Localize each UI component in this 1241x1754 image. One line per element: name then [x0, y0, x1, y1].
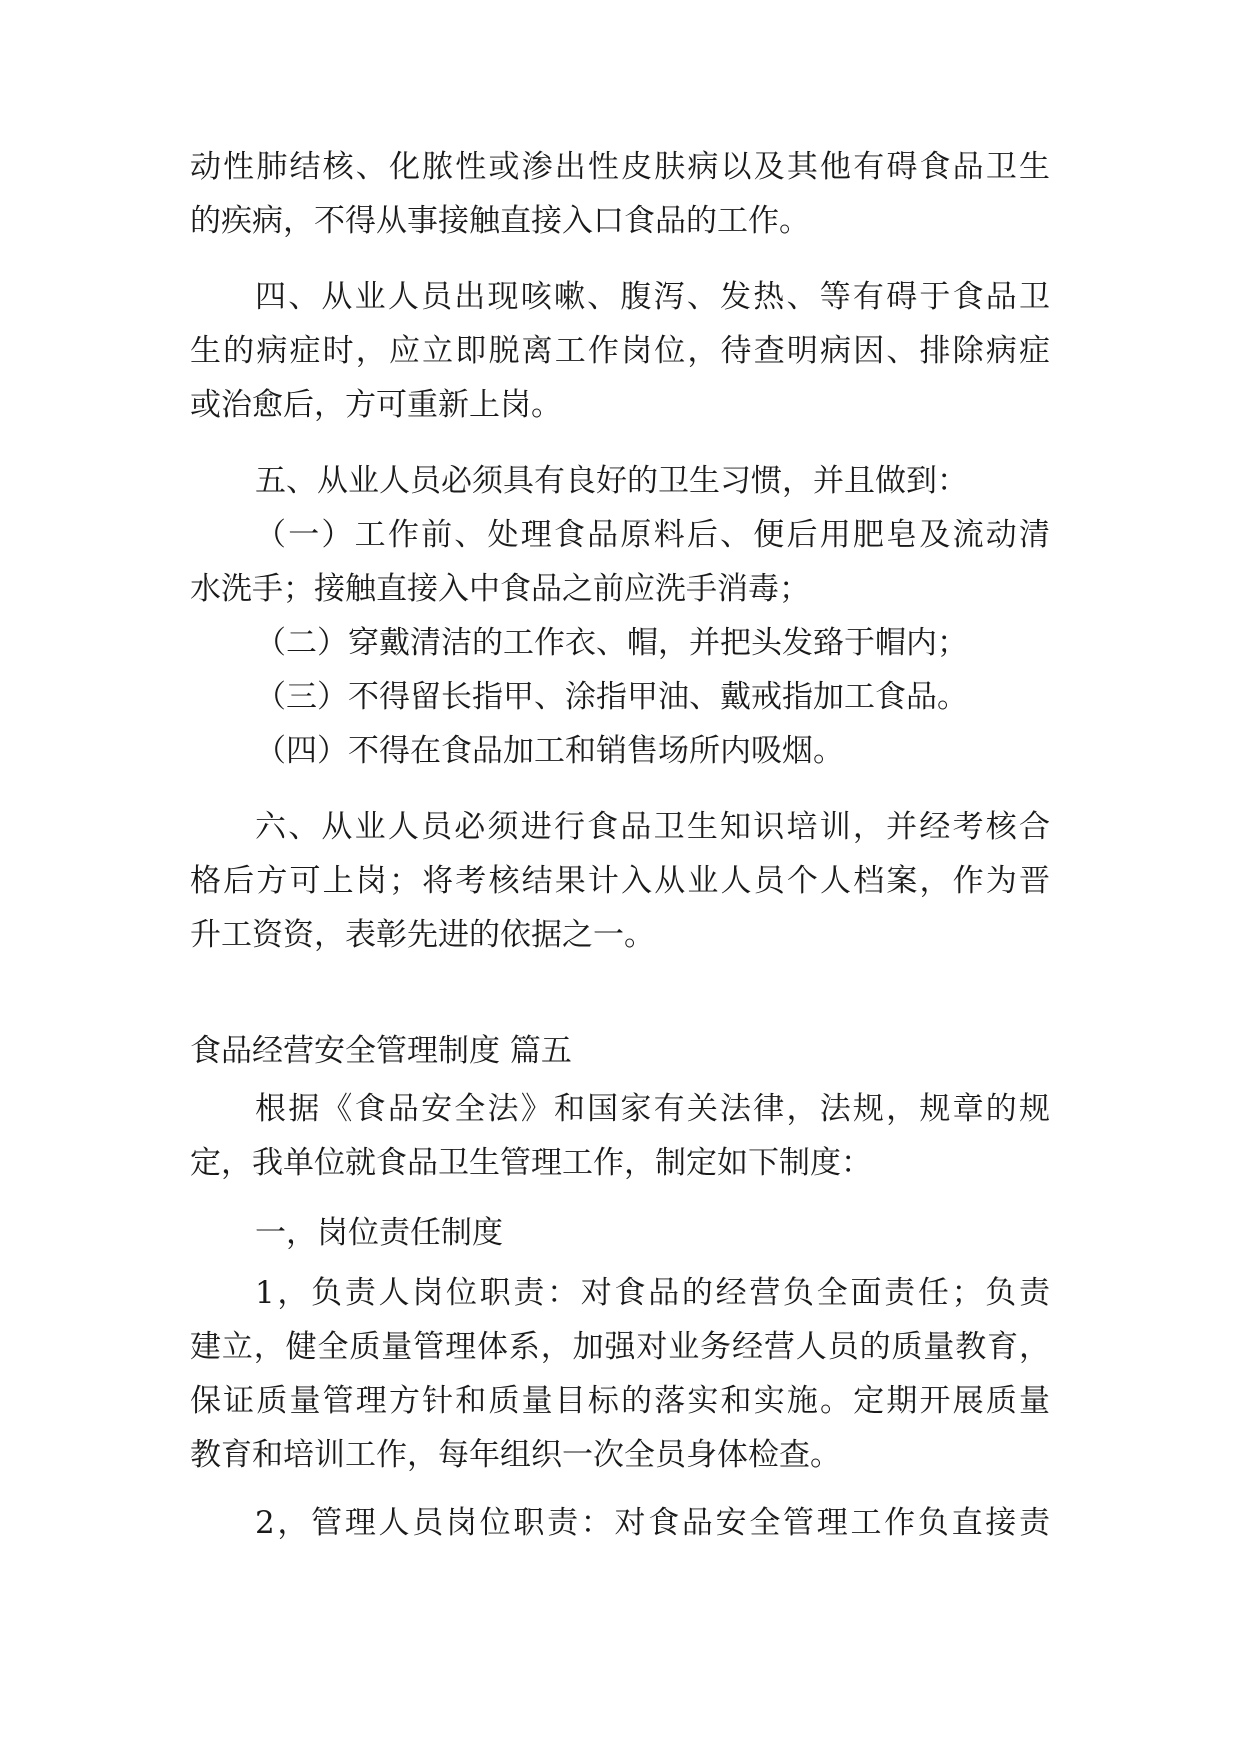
text-line: （四）不得在食品加工和销售场所内吸烟。 [255, 733, 844, 769]
text-line: 动性肺结核、化脓性或渗出性皮肤病以及其他有碍食品卫生 [190, 149, 1050, 185]
text-line: 根据《食品安全法》和国家有关法律，法规，规章的规 [255, 1091, 1050, 1127]
text-line: 的疾病，不得从事接触直接入口食品的工作。 [190, 203, 810, 239]
text-line: 水洗手；接触直接入中食品之前应洗手消毒； [190, 571, 810, 607]
text-line: 教育和培训工作，每年组织一次全员身体检查。 [190, 1437, 841, 1473]
text-line: （二）穿戴清洁的工作衣、帽，并把头发臵于帽内； [255, 625, 968, 661]
text-line: 2，管理人员岗位职责：对食品安全管理工作负直接责 [255, 1505, 1050, 1541]
text-line: 定，我单位就食品卫生管理工作，制定如下制度： [190, 1145, 872, 1181]
text-line: （一）工作前、处理食品原料后、便后用肥皂及流动清 [255, 517, 1050, 553]
text-line: 生的病症时，应立即脱离工作岗位，待查明病因、排除病症 [190, 333, 1050, 369]
text-line: 建立，健全质量管理体系，加强对业务经营人员的质量教育， [190, 1329, 1050, 1365]
section-heading: 食品经营安全管理制度 篇五 [190, 1033, 572, 1069]
text-line: 一，岗位责任制度 [255, 1215, 503, 1251]
text-line: 1，负责人岗位职责：对食品的经营负全面责任；负责 [255, 1275, 1050, 1311]
text-line: 六、从业人员必须进行食品卫生知识培训，并经考核合 [255, 809, 1050, 845]
text-line: （三）不得留长指甲、涂指甲油、戴戒指加工食品。 [255, 679, 968, 715]
text-line: 格后方可上岗；将考核结果计入从业人员个人档案，作为晋 [190, 863, 1050, 899]
text-line: 或治愈后，方可重新上岗。 [190, 387, 562, 423]
text-line: 四、从业人员出现咳嗽、腹泻、发热、等有碍于食品卫 [255, 279, 1050, 315]
text-line: 升工资资，表彰先进的依据之一。 [190, 917, 655, 953]
text-line: 保证质量管理方针和质量目标的落实和实施。定期开展质量 [190, 1383, 1050, 1419]
text-line: 五、从业人员必须具有良好的卫生习惯，并且做到： [255, 463, 968, 499]
